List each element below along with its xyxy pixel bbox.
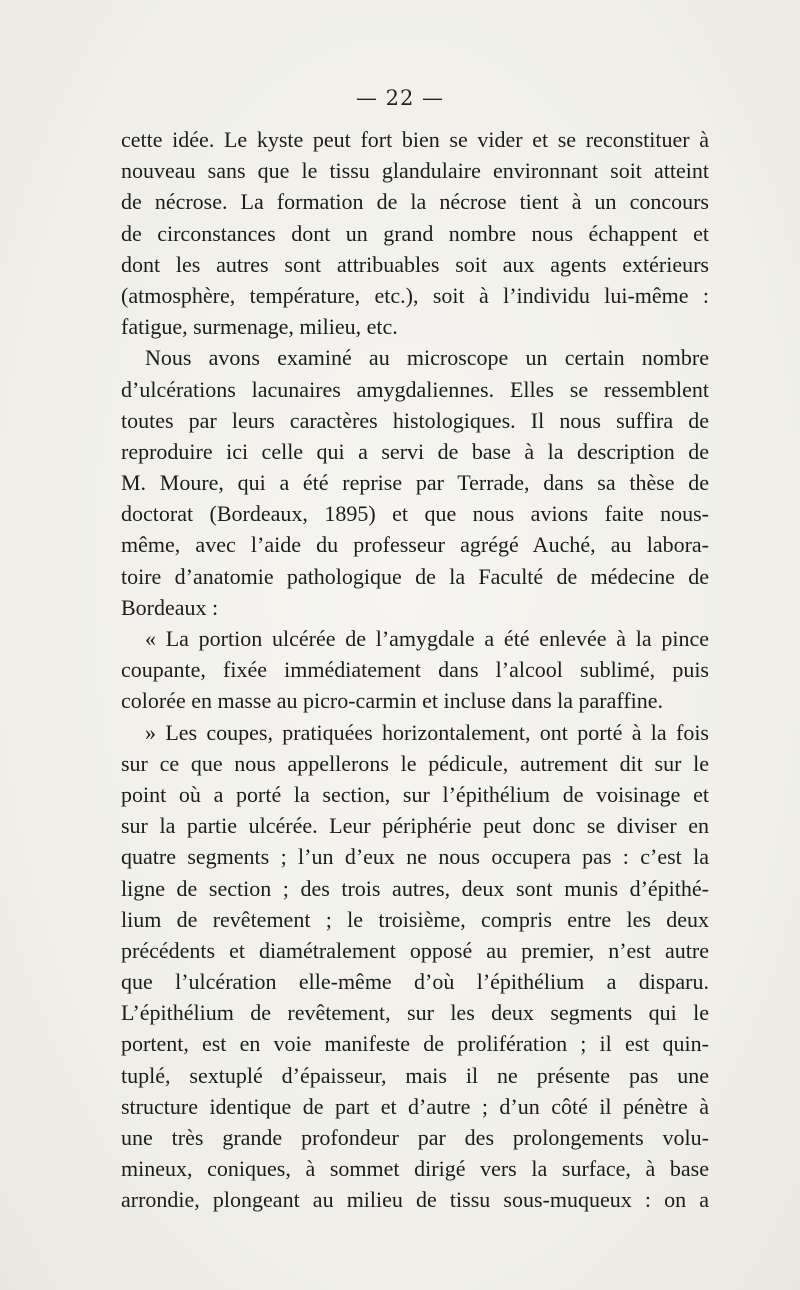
text-line: dont les autres sont attribuables soit aux agents extérieurs: [121, 251, 709, 277]
text-line: arrondie, plongeant au milieu de tissu sous-muqueux : on a: [121, 1187, 709, 1213]
text-line: de nécrose. La formation de la nécrose tient à un concours: [121, 189, 709, 215]
text-line: reproduire ici celle qui a servi de base à la description de: [121, 438, 709, 464]
text-line: d’ulcérations lacunaires amygdaliennes. Elles se ressemblent: [121, 376, 709, 402]
text-line: fatigue, surmenage, milieu, etc.: [121, 314, 398, 340]
text-line: portent, est en voie manifeste de prolifération ; il est quin-: [121, 1031, 709, 1057]
text-line: sur ce que nous appellerons le pédicule, autrement dit sur le: [121, 750, 709, 776]
text-line: mineux, coniques, à sommet dirigé vers la surface, à base: [121, 1156, 709, 1182]
text-line: nouveau sans que le tissu glandulaire environnant soit atteint: [121, 158, 709, 184]
text-line: coupante, fixée immédiatement dans l’alcool sublimé, puis: [121, 657, 709, 683]
text-line: une très grande profondeur par des prolongements volu-: [121, 1125, 709, 1150]
text-line: de circonstances dont un grand nombre nous échappent et: [121, 220, 709, 246]
text-line: doctorat (Bordeaux, 1895) et que nous avions faite nous-: [121, 501, 709, 527]
text-line: structure identique de part et d’autre ; d’un côté il pénètre à: [121, 1093, 709, 1119]
text-line: L’épithélium de revêtement, sur les deux segments qui le: [121, 1000, 709, 1026]
page-number: — 22 —: [355, 86, 445, 110]
text-line: même, avec l’aide du professeur agrégé Auché, au labora-: [121, 532, 709, 558]
text-line: toire d’anatomie pathologique de la Faculté de médecine de: [121, 563, 709, 589]
text-line: « La portion ulcérée de l’amygdale a été enlevée à la pince: [145, 626, 709, 651]
text-line: cette idée. Le kyste peut fort bien se vider et se reconstituer à: [121, 127, 709, 152]
text-line: sur la partie ulcérée. Leur périphérie peut donc se diviser en: [121, 813, 709, 839]
text-line: lium de revêtement ; le troisième, compris entre les deux: [121, 906, 709, 932]
text-line: toutes par leurs caractères histologiques. Il nous suffira de: [121, 407, 709, 433]
text-line: précédents et diamétralement opposé au premier, n’est autre: [121, 937, 709, 963]
text-line: que l’ulcération elle-même d’où l’épithélium a disparu.: [121, 969, 709, 995]
text-line: tuplé, sextuplé d’épaisseur, mais il ne présente pas une: [121, 1062, 709, 1088]
text-line: M. Moure, qui a été reprise par Terrade, dans sa thèse de: [121, 470, 709, 496]
text-line: ligne de section ; des trois autres, deux sont munis d’épithé-: [121, 875, 709, 901]
body-text: [121, 124, 709, 1216]
text-line: Nous avons examiné au microscope un certain nombre: [145, 345, 709, 371]
text-line: quatre segments ; l’un d’eux ne nous occupera pas : c’est la: [121, 844, 709, 870]
text-line: Bordeaux :: [121, 594, 219, 620]
text-line: point où a porté la section, sur l’épithélium de voisinage et: [121, 781, 709, 807]
text-line: colorée en masse au picro-carmin et incluse dans la paraffine.: [121, 688, 664, 714]
text-line: » Les coupes, pratiquées horizontalement, ont porté à la fois: [145, 719, 709, 745]
text-line: (atmosphère, température, etc.), soit à l’individu lui-même :: [121, 282, 709, 308]
